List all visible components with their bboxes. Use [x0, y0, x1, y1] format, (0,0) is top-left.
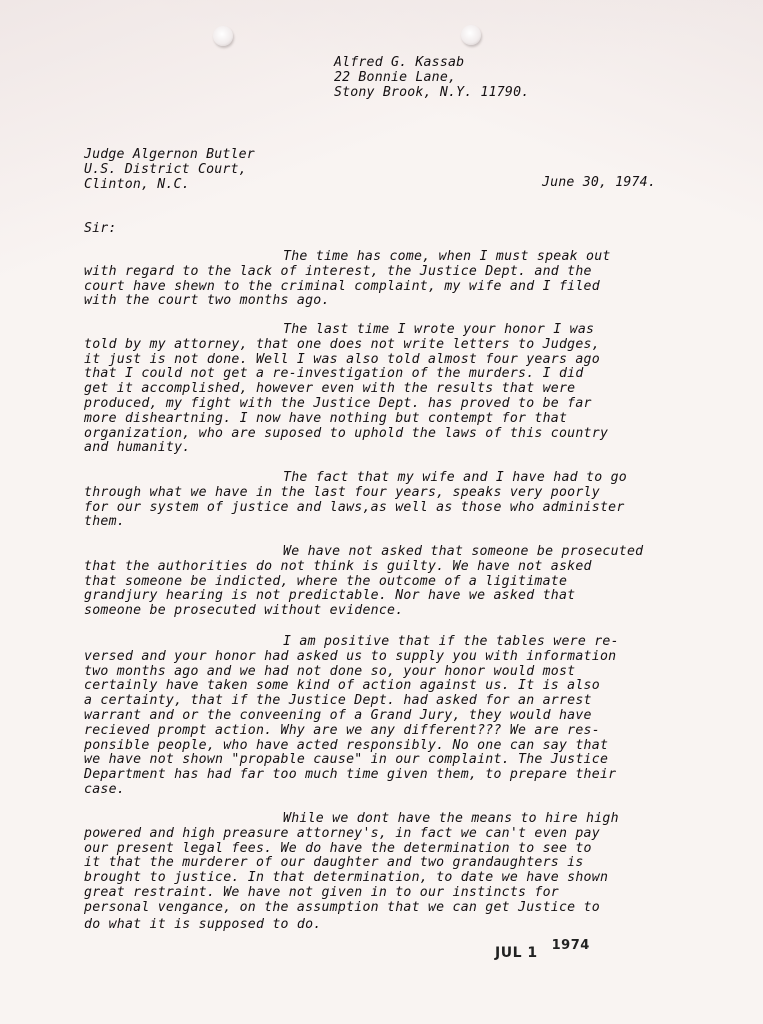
- sender-city: Stony Brook, N.Y. 11790.: [334, 85, 530, 101]
- salutation: Sir:: [84, 221, 117, 236]
- text-line: personal vengance, on the assumption that we can get Justice to: [84, 899, 600, 915]
- text-line: someone be prosecuted without evidence.: [84, 603, 404, 619]
- sender-street: 22 Bonnie Lane,: [334, 70, 457, 86]
- text-line: We have not asked that someone be prosecuted: [283, 544, 644, 559]
- text-line: them.: [84, 514, 125, 530]
- text-line: warrant and or the conveening of a Grand Jury, they would have: [84, 707, 592, 723]
- received-date-stamp: [495, 938, 590, 961]
- text-line: grandjury hearing is not predictable. Nor have we asked that: [84, 588, 576, 604]
- text-line: it just is not done. Well I was also told almost four years ago: [84, 351, 600, 367]
- recipient-court: U.S. District Court,: [84, 162, 247, 178]
- text-line: case.: [84, 781, 125, 797]
- recipient-city: Clinton, N.C.: [84, 177, 190, 193]
- text-line: I am positive that if the tables were re-: [283, 634, 619, 649]
- text-line: ponsible people, who have acted responsibly. No one can say that: [84, 737, 609, 753]
- text-line: more disheartning. I now have nothing but contempt for that: [84, 410, 568, 426]
- recipient-name: Judge Algernon Butler: [84, 147, 255, 162]
- paragraph-6: [84, 812, 619, 932]
- text-line: it that the murderer of our daughter and two grandaughters is: [84, 855, 584, 871]
- text-line: The time has come, when I must speak out: [283, 249, 611, 264]
- paragraph-5: [84, 635, 619, 798]
- text-line: that someone be indicted, where the outcome of a ligitimate: [84, 573, 568, 589]
- text-line: for our system of justice and laws,as well as those who administer: [84, 499, 625, 515]
- paragraph-1: [84, 250, 611, 309]
- letter-date: June 30, 1974.: [542, 175, 656, 190]
- text-line: our present legal fees. We do have the determination to see to: [84, 840, 592, 856]
- paragraph-4: [84, 545, 643, 619]
- text-line: that the authorities do not think is guilty. We have not asked: [84, 558, 592, 574]
- text-line: court have shewn to the criminal complaint, my wife and I filed: [84, 278, 600, 294]
- text-line: and humanity.: [84, 440, 191, 456]
- text-line: two months ago and we had not done so, your honor would most: [84, 663, 576, 679]
- text-line: get it accomplished, however even with the results that were: [84, 381, 576, 397]
- text-line: recieved prompt action. Why are we any different??? We are res-: [84, 722, 600, 738]
- text-line: that I could not get a re-investigation of the murders. I did: [84, 366, 584, 382]
- paragraph-3: [84, 471, 627, 530]
- text-line: powered and high preasure attorney's, in fact we can't even pay: [84, 825, 600, 841]
- text-line: a certainty, that if the Justice Dept. had asked for an arrest: [84, 693, 592, 709]
- text-line: The last time I wrote your honor I was: [283, 322, 595, 337]
- text-line: Department has had far too much time given them, to prepare their: [84, 767, 617, 783]
- paragraph-2: [84, 323, 608, 456]
- sender-name: Alfred G. Kassab: [334, 55, 465, 70]
- text-line: The fact that my wife and I have had to go: [283, 470, 627, 485]
- text-line: with regard to the lack of interest, the Justice Dept. and the: [84, 263, 592, 279]
- sender-address: [334, 55, 529, 101]
- text-line: with the court two months ago.: [84, 293, 330, 309]
- text-line: certainly have taken some kind of action against us. It is also: [84, 678, 600, 694]
- stamp-year: 1974: [551, 938, 590, 953]
- text-line: While we dont have the means to hire high: [283, 811, 619, 826]
- text-line: versed and your honor had asked us to supply you with information: [84, 648, 617, 664]
- punch-hole-right: [461, 25, 481, 45]
- text-line: great restraint. We have not given in to our instincts for: [84, 884, 559, 900]
- punch-hole-left: [213, 26, 233, 46]
- text-line: told by my attorney, that one does not write letters to Judges,: [84, 336, 600, 352]
- text-line: brought to justice. In that determination, to date we have shown: [84, 870, 609, 886]
- text-line: produced, my fight with the Justice Dept. has proved to be far: [84, 395, 592, 411]
- stamp-date: JUL 1: [495, 945, 538, 961]
- text-line: organization, who are suposed to uphold the laws of this country: [84, 425, 609, 441]
- recipient-address: [84, 147, 255, 193]
- text-line: we have not shown "propable cause" in our complaint. The Justice: [84, 752, 609, 768]
- text-line: do what it is supposed to do.: [84, 916, 322, 932]
- text-line: through what we have in the last four years, speaks very poorly: [84, 484, 600, 500]
